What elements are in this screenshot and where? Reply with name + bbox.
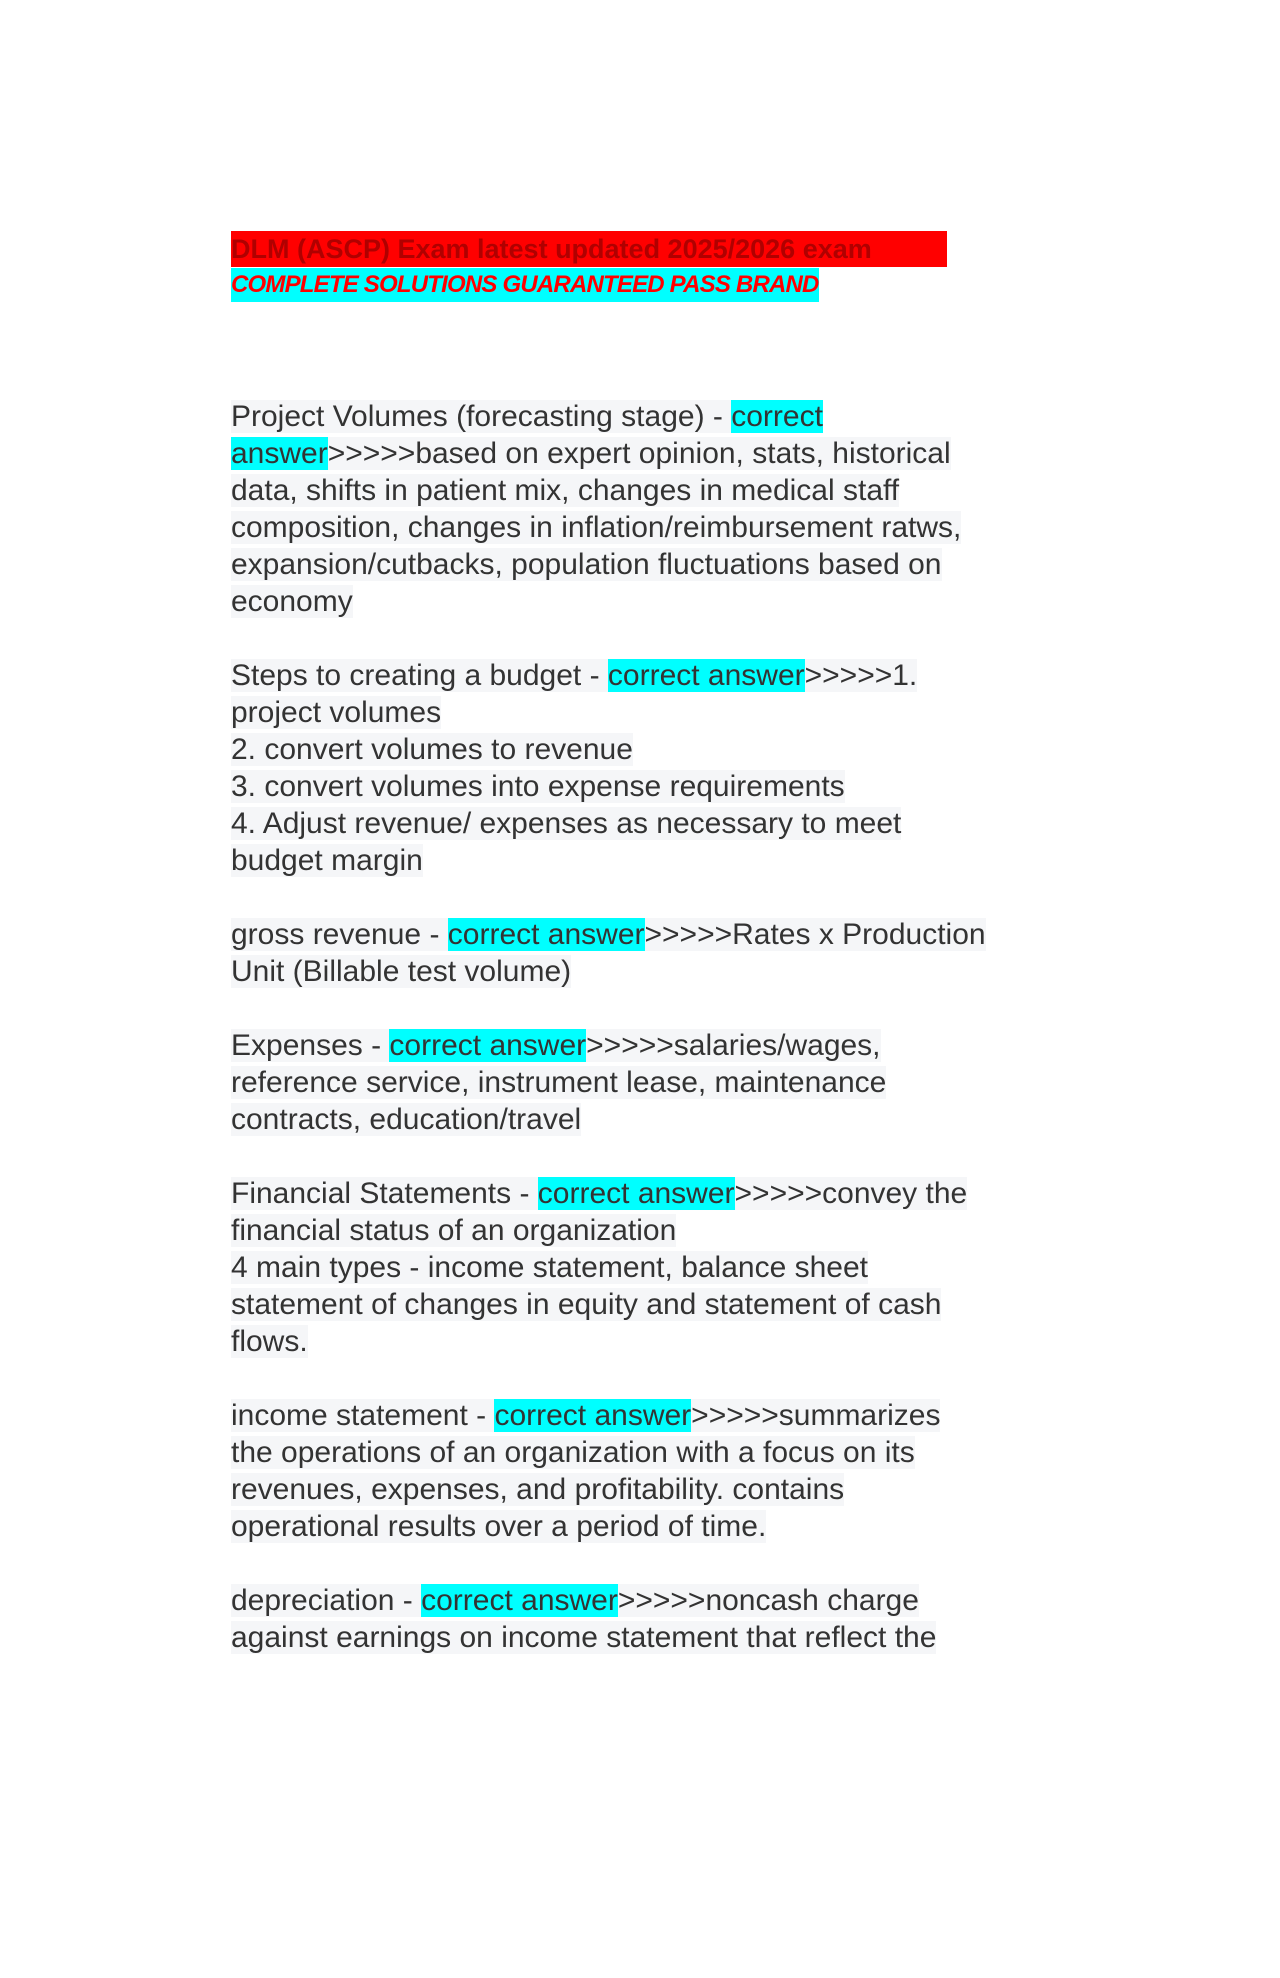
entry-text: depreciation -	[231, 1584, 422, 1617]
entry-line-text	[231, 696, 441, 729]
entry-text: Financial Statements -	[231, 1177, 538, 1210]
entry-text: statement of changes in equity and statement of cash	[231, 1288, 942, 1321]
entry-text: financial status of an organization	[231, 1214, 677, 1247]
entry-line	[231, 953, 1061, 990]
entry-line-text	[231, 548, 942, 581]
document-title: DLM (ASCP) Exam latest updated 2025/2026 exam	[231, 231, 947, 267]
entry-line-text	[231, 437, 951, 470]
entry-text: 3. convert volumes into expense requirements	[231, 770, 845, 803]
correct-answer-highlight: correct	[731, 400, 823, 433]
entry-line	[231, 1471, 1061, 1508]
entry-line	[231, 1434, 1061, 1471]
qa-entry	[231, 1582, 1061, 1656]
qa-entry	[231, 1027, 1061, 1138]
qa-entry	[231, 1175, 1061, 1360]
correct-answer-highlight: correct answer	[447, 918, 645, 951]
entry-line	[231, 1101, 1061, 1138]
document-content	[231, 231, 1061, 1693]
qa-entries	[231, 398, 1061, 1656]
entry-answer-text: >>>>>1.	[804, 659, 918, 692]
entry-line-text	[231, 1510, 766, 1543]
entry-line	[231, 1212, 1061, 1249]
entry-line-text	[231, 1621, 936, 1654]
entry-line-text	[231, 733, 633, 766]
entry-answer-text: >>>>>based on expert opinion, stats, historical	[327, 437, 951, 470]
entry-line-text	[231, 918, 986, 951]
entry-line-text	[231, 400, 823, 433]
entry-answer-text: >>>>>salaries/wages,	[586, 1029, 881, 1062]
entry-text: Steps to creating a budget -	[231, 659, 608, 692]
entry-line	[231, 546, 1061, 583]
entry-line-text	[231, 1436, 915, 1469]
entry-line-text	[231, 1473, 844, 1506]
entry-line-text	[231, 770, 845, 803]
correct-answer-highlight: correct answer	[537, 1177, 735, 1210]
qa-entry	[231, 657, 1061, 879]
entry-line-text	[231, 1066, 886, 1099]
entry-text: Expenses -	[231, 1029, 390, 1062]
entry-text: operational results over a period of time.	[231, 1510, 767, 1543]
entry-line-text	[231, 807, 901, 840]
entry-answer-text: >>>>>convey the	[734, 1177, 968, 1210]
entry-line-text	[231, 1399, 940, 1432]
correct-answer-highlight: correct answer	[494, 1399, 692, 1432]
entry-answer-text: >>>>>Rates x Production	[644, 918, 986, 951]
entry-text: composition, changes in inflation/reimbursement ratws,	[231, 511, 962, 544]
entry-text: 4 main types - income statement, balance sheet	[231, 1251, 869, 1284]
entry-line-text	[231, 474, 899, 507]
document-subtitle: COMPLETE SOLUTIONS GUARANTEED PASS BRAND	[231, 268, 819, 302]
entry-line	[231, 657, 1061, 694]
entry-line	[231, 1508, 1061, 1545]
entry-text: Unit (Billable test volume)	[231, 955, 572, 988]
entry-line-text	[231, 1029, 881, 1062]
entry-line-text	[231, 1325, 308, 1358]
qa-entry	[231, 1397, 1061, 1545]
entry-text: expansion/cutbacks, population fluctuations based on	[231, 548, 942, 581]
entry-text: budget margin	[231, 844, 423, 877]
entry-text: income statement -	[231, 1399, 495, 1432]
correct-answer-highlight: answer	[231, 437, 328, 470]
correct-answer-highlight: correct answer	[389, 1029, 587, 1062]
entry-line	[231, 1249, 1061, 1286]
entry-text: gross revenue -	[231, 918, 448, 951]
entry-text: flows.	[231, 1325, 308, 1358]
entry-line	[231, 1064, 1061, 1101]
entry-text: Project Volumes (forecasting stage) -	[231, 400, 732, 433]
entry-line	[231, 509, 1061, 546]
entry-line	[231, 731, 1061, 768]
entry-line	[231, 1286, 1061, 1323]
entry-answer-text: >>>>>summarizes	[691, 1399, 941, 1432]
entry-line	[231, 435, 1061, 472]
entry-text: reference service, instrument lease, maintenance	[231, 1066, 887, 1099]
entry-line	[231, 1582, 1061, 1619]
qa-entry	[231, 398, 1061, 620]
entry-line	[231, 1175, 1061, 1212]
entry-line-text	[231, 1584, 919, 1617]
entry-line-text	[231, 1214, 676, 1247]
entry-text: project volumes	[231, 696, 442, 729]
entry-line	[231, 768, 1061, 805]
document-header	[231, 231, 1061, 302]
entry-line	[231, 805, 1061, 842]
entry-line	[231, 1397, 1061, 1434]
entry-text: revenues, expenses, and profitability. contains	[231, 1473, 845, 1506]
entry-text: against earnings on income statement that reflect the	[231, 1621, 937, 1654]
entry-line-text	[231, 1103, 581, 1136]
entry-text: contracts, education/travel	[231, 1103, 582, 1136]
entry-line	[231, 1027, 1061, 1064]
entry-line	[231, 583, 1061, 620]
entry-line-text	[231, 511, 961, 544]
entry-line-text	[231, 1288, 941, 1321]
entry-line	[231, 398, 1061, 435]
entry-line-text	[231, 955, 571, 988]
entry-line-text	[231, 1177, 967, 1210]
entry-text: data, shifts in patient mix, changes in medical staff	[231, 474, 900, 507]
entry-line-text	[231, 1251, 868, 1284]
entry-text: 4. Adjust revenue/ expenses as necessary to meet	[231, 807, 902, 840]
entry-line-text	[231, 844, 423, 877]
correct-answer-highlight: correct answer	[607, 659, 805, 692]
entry-line	[231, 1323, 1061, 1360]
entry-text: the operations of an organization with a focus on its	[231, 1436, 915, 1469]
entry-line	[231, 1619, 1061, 1656]
entry-line-text	[231, 659, 917, 692]
entry-text: economy	[231, 585, 353, 618]
entry-line	[231, 472, 1061, 509]
entry-line	[231, 694, 1061, 731]
entry-answer-text: >>>>>noncash charge	[617, 1584, 919, 1617]
entry-text: 2. convert volumes to revenue	[231, 733, 633, 766]
entry-line	[231, 842, 1061, 879]
correct-answer-highlight: correct answer	[421, 1584, 618, 1617]
qa-entry	[231, 916, 1061, 990]
entry-line-text	[231, 585, 353, 618]
entry-line	[231, 916, 1061, 953]
